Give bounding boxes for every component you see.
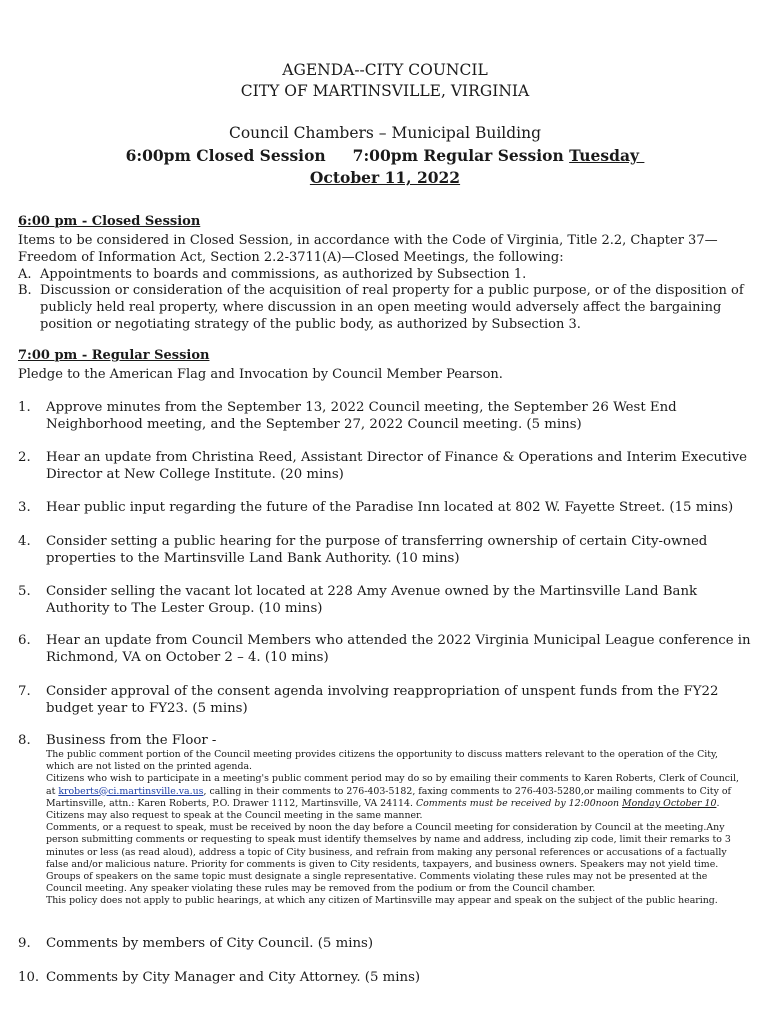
closed-item-text: Appointments to boards and commissions, as authorized by Subsection 1. xyxy=(40,267,527,282)
item-number: 4. xyxy=(18,534,31,549)
closed-item-label: A. xyxy=(18,267,32,282)
meeting-date: October 11, 2022 xyxy=(309,168,461,187)
policy-paragraph: Comments, or a request to speak, must be received by noon the day before a Council meeting for consideration by Council at the meeting.Any person submitting comments or requesting to speak must identify themselves by name and address, including zip code, limit their remarks to 3 minutes or less (as read aloud), address a topic of City business, and refrain from making any personal references or accusations of a factually false and/or malicious nature. Priority for comments is given to City residents, taxpayers, and business owners. Speakers may not yield time. Groups of speakers on the same topic must designate a single representative. Comments violating these rules may not be presented at the Council meeting. Any speaker violating these rules may be removed from the podium or from the Council chamber. xyxy=(46,822,731,895)
item-text: Consider setting a public hearing for the purpose of transferring ownership of certain City-owned properties to the Martinsville Land Bank Authority. (10 mins) xyxy=(46,534,708,566)
venue-line: Council Chambers – Municipal Building xyxy=(228,124,542,142)
item-number: 10. xyxy=(18,970,40,985)
item-number: 2. xyxy=(18,450,31,465)
city-title: CITY OF MARTINSVILLE, VIRGINIA xyxy=(240,82,530,100)
regular-session-intro: Pledge to the American Flag and Invocation by Council Member Pearson. xyxy=(18,367,503,382)
closed-item-label: B. xyxy=(18,283,32,298)
regular-session-time: 7:00pm Regular Session xyxy=(352,146,564,165)
meeting-day: Tuesday xyxy=(569,146,639,165)
regular-session-title: 7:00 pm - Regular Session xyxy=(18,348,210,363)
item-text: Approve minutes from the September 13, 2022 Council meeting, the September 26 West End Neighborhood meeting, and the September 27, 2022 Council meeting. (5 mins) xyxy=(46,400,677,432)
policy-paragraph: Citizens who wish to participate in a meeting's public comment period may do so by emailing their comments to Karen Roberts, Clerk of Council, at kroberts@ci.martinsville.va.us, calling in their comments to 276-403-5182, faxing comments to 276-403-5280,or mailing comments to City of Martinsville, attn.: Karen Roberts, P.O. Drawer 1112, Martinsville, VA 24114. Comments must be received by 12:00noon Monday October 10. Citizens may also request to speak at the Council meeting in the same manner. xyxy=(46,773,739,822)
item-number: 9. xyxy=(18,936,31,951)
item-text: Consider approval of the consent agenda involving reappropriation of unspent funds from the FY22 budget year to FY23. (5 mins) xyxy=(46,684,719,716)
policy-paragraph: This policy does not apply to public hearings, at which any citizen of Martinsville may appear and speak on the subject of the public hearing. xyxy=(46,895,718,907)
item-number: 8. xyxy=(18,733,31,748)
clerk-email-link[interactable]: kroberts@ci.martinsville.va.us xyxy=(58,785,204,797)
item-text: Hear an update from Christina Reed, Assistant Director of Finance & Operations and Interim Executive Director at New College Institute. (20 mins) xyxy=(46,450,748,482)
item-number: 1. xyxy=(18,400,31,415)
closed-item-text: Discussion or consideration of the acquisition of real property for a public purpose, or of the disposition of publicly held real property, where discussion in an open meeting would adversely affect the bargaining position or negotiating strategy of the public body, as authorized by Subsection 3. xyxy=(40,283,744,332)
item-text: Comments by members of City Council. (5 mins) xyxy=(46,936,374,951)
session-times-line xyxy=(0,145,770,166)
item-text: Consider selling the vacant lot located at 228 Amy Avenue owned by the Martinsville Land Bank Authority to The Lester Group. (10 mins) xyxy=(46,584,698,616)
item-text: Business from the Floor - xyxy=(46,733,217,748)
closed-session-intro: Items to be considered in Closed Session, in accordance with the Code of Virginia, Title 2.2, Chapter 37—Freedom of Information Act, Section 2.2-3711(A)—Closed Meetings, the following: xyxy=(18,233,718,265)
item-number: 7. xyxy=(18,684,31,699)
closed-session-title: 6:00 pm - Closed Session xyxy=(18,214,201,229)
closed-session-time: 6:00pm Closed Session xyxy=(125,146,326,165)
policy-paragraph: The public comment portion of the Council meeting provides citizens the opportunity to discuss matters relevant to the operation of the City, which are not listed on the printed agenda. xyxy=(46,749,719,773)
item-number: 3. xyxy=(18,500,31,515)
item-text: Comments by City Manager and City Attorney. (5 mins) xyxy=(46,970,421,985)
item-number: 6. xyxy=(18,633,31,648)
agenda-title: AGENDA--CITY COUNCIL xyxy=(282,61,488,79)
item-text: Hear an update from Council Members who attended the 2022 Virginia Municipal League conference in Richmond, VA on October 2 – 4. (10 mins) xyxy=(46,633,751,665)
item-number: 5. xyxy=(18,584,31,599)
item-text: Hear public input regarding the future of the Paradise Inn located at 802 W. Fayette Street. (15 mins) xyxy=(46,500,734,515)
public-comment-policy xyxy=(46,749,746,908)
